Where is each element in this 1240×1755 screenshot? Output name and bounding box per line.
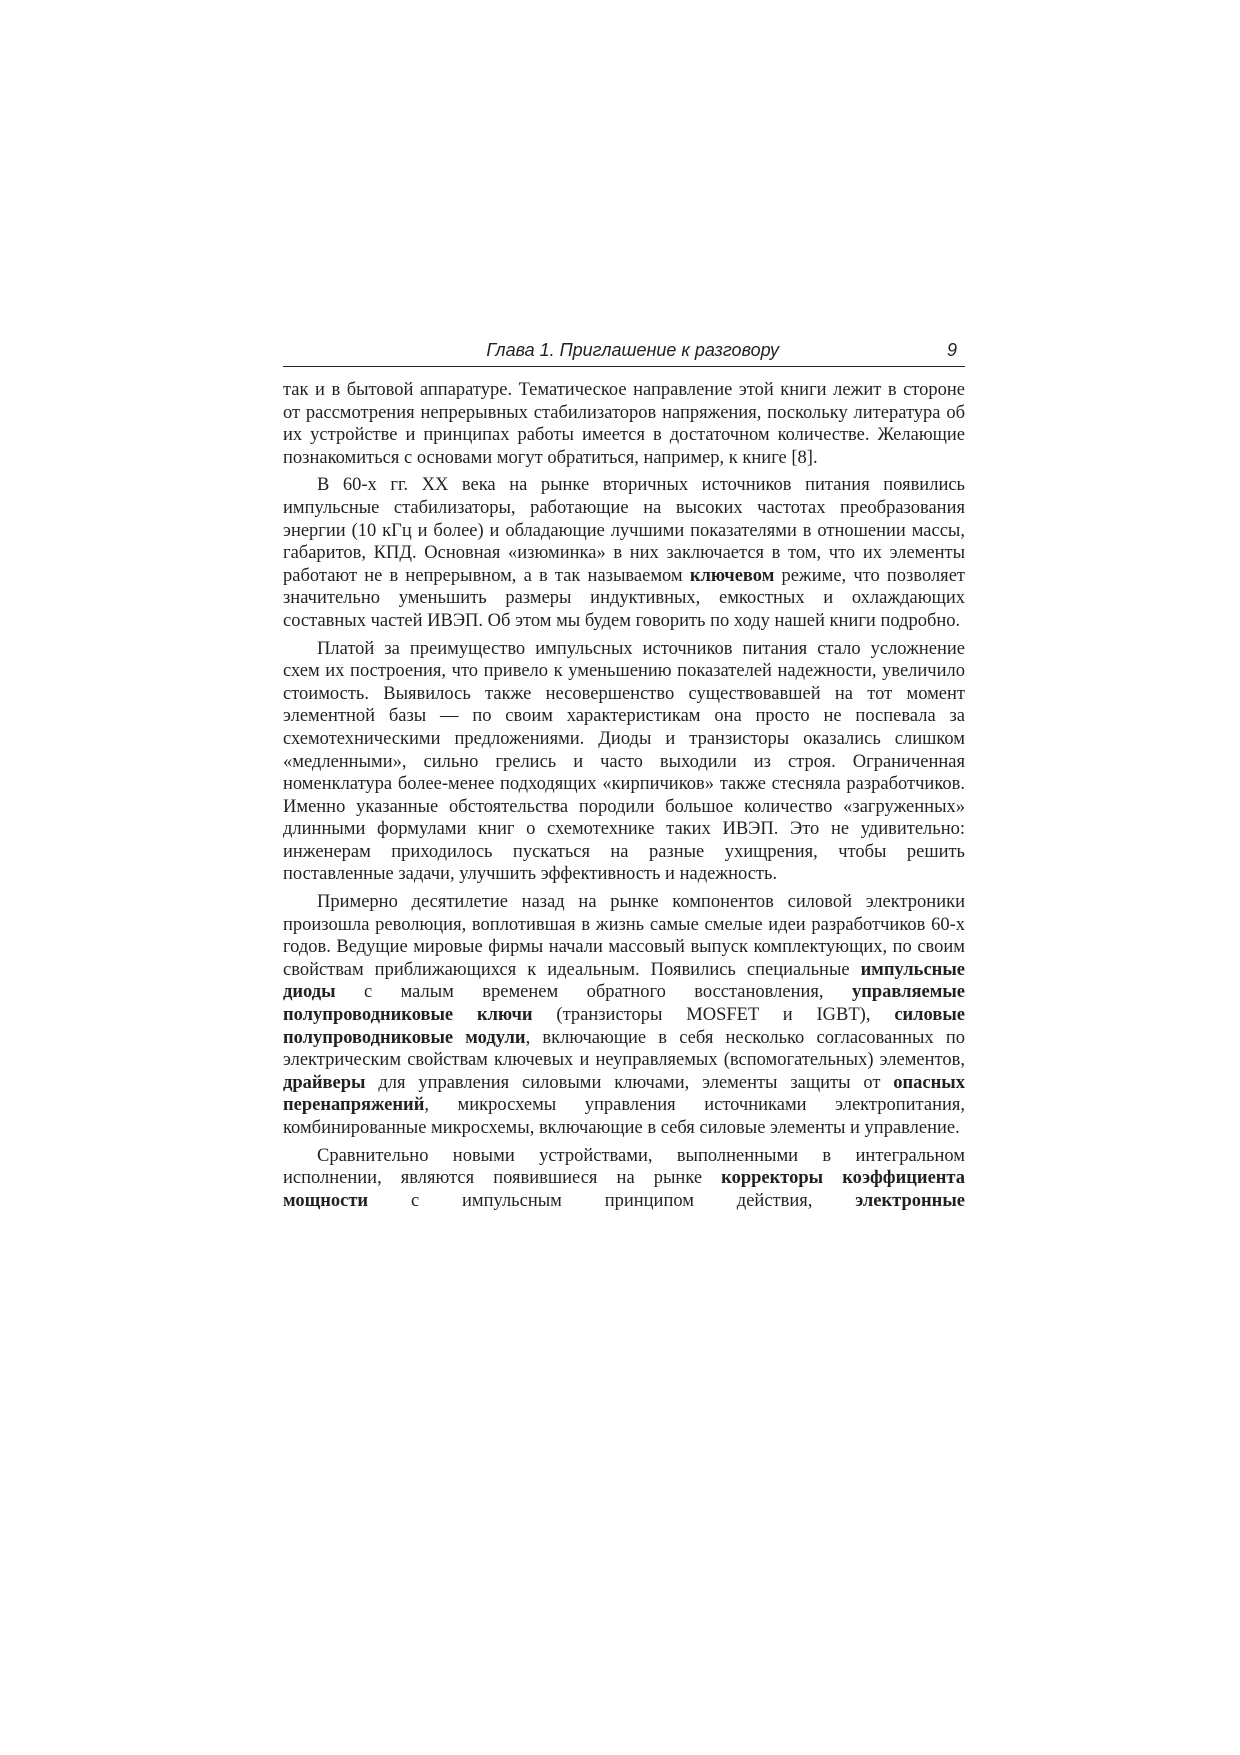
paragraph-4 (283, 891, 965, 1140)
bold-term: электронные (855, 1190, 965, 1211)
paragraph-5 (283, 1145, 965, 1213)
bold-term: ключевом (689, 565, 775, 586)
bold-term: корректоры коэффициента мощности (283, 1168, 965, 1211)
paragraph-3 (283, 638, 965, 887)
text-run: для управления силовыми ключами, элементы защиты от (365, 1072, 894, 1093)
bold-term: драйверы (283, 1072, 366, 1093)
text-run: Платой за преимущество импульсных источников питания стало усложнение схем их построения, что привело к уменьшению показателей надежности, увеличило стоимость. Выявилось также несовершенство существовавшей на тот момент элементной базы — по своим характеристикам она просто не поспевала за схемотехническими предложениями. Диоды и транзисторы оказались слишком «медленными», сильно грелись и часто выходили из строя. Ограниченная номенклатура более-менее подходящих «кирпичиков» также стесняла разработчиков. Именно указанные обстоятельства породили большое количество «загруженных» длинными формулами книг о схемотехнике таких ИВЭП. Это не удивительно: инженерам приходилось пускаться на разные ухищрения, чтобы решить поставленные задачи, улучшить эффективность и надежность. (283, 638, 965, 885)
bold-term: силовые полупроводниковые модули (283, 1005, 965, 1048)
book-page (283, 340, 965, 1217)
text-run: (транзисторы MOSFET и IGBT), (532, 1005, 895, 1026)
paragraph-1 (283, 379, 965, 469)
text-run: В 60-х гг. XX века на рынке вторичных источников питания появились импульсные стабилизаторы, работающие на высоких частотах преобразования энергии (10 кГц и более) и обладающие лучшими показателями в отношении массы, габаритов, КПД. Основная «изюминка» в них заключается в том, что их элементы работают не в непрерывном, а в так называемом (283, 475, 965, 586)
paragraph-2 (283, 474, 965, 632)
bold-term: опасных перенапряжений (283, 1072, 965, 1116)
bold-term: управляемые полупроводниковые ключи (283, 982, 965, 1026)
running-title: Глава 1. Приглашение к разговору (486, 340, 779, 360)
page-number: 9 (946, 340, 957, 360)
body-text (283, 379, 965, 1212)
text-run: режиме, что позволяет значительно уменьшить размеры индуктивных, емкостных и охлаждающих составных частей ИВЭП. Об этом мы будем говорить по ходу нашей книги подробно. (283, 565, 965, 631)
text-run: , микросхемы управления источниками электропитания, комбинированные микросхемы, включающие в себя силовые элементы и управление. (283, 1095, 965, 1138)
text-run: Примерно десятилетие назад на рынке компонентов силовой электроники произошла революция, воплотившая в жизнь самые смелые идеи разработчиков 60-х годов. Ведущие мировые фирмы начали массовый выпуск комплектующих, по своим свойствам приближающихся к идеальным. Появились специальные (283, 892, 965, 980)
text-run: , включающие в себя несколько согласованных по электрическим свойствам ключевых и неуправляемых (вспомогательных) элементов, (283, 1027, 965, 1071)
text-run: так и в бытовой аппаратуре. Тематическое направление этой книги лежит в стороне от рассмотрения непрерывных стабилизаторов напряжения, поскольку литература об их устройстве и принципах работы имеется в достаточном количестве. Желающие познакомиться с основами могут обратиться, например, к книге [8]. (283, 380, 965, 468)
bold-term: импульсные диоды (283, 959, 965, 1003)
text-run: с импульсным принципом действия, (368, 1190, 856, 1211)
text-run: с малым временем обратного восстановления, (335, 982, 852, 1003)
text-run: Сравнительно новыми устройствами, выполненными в интегральном исполнении, являются появившиеся на рынке (283, 1145, 965, 1189)
running-head (283, 340, 965, 367)
